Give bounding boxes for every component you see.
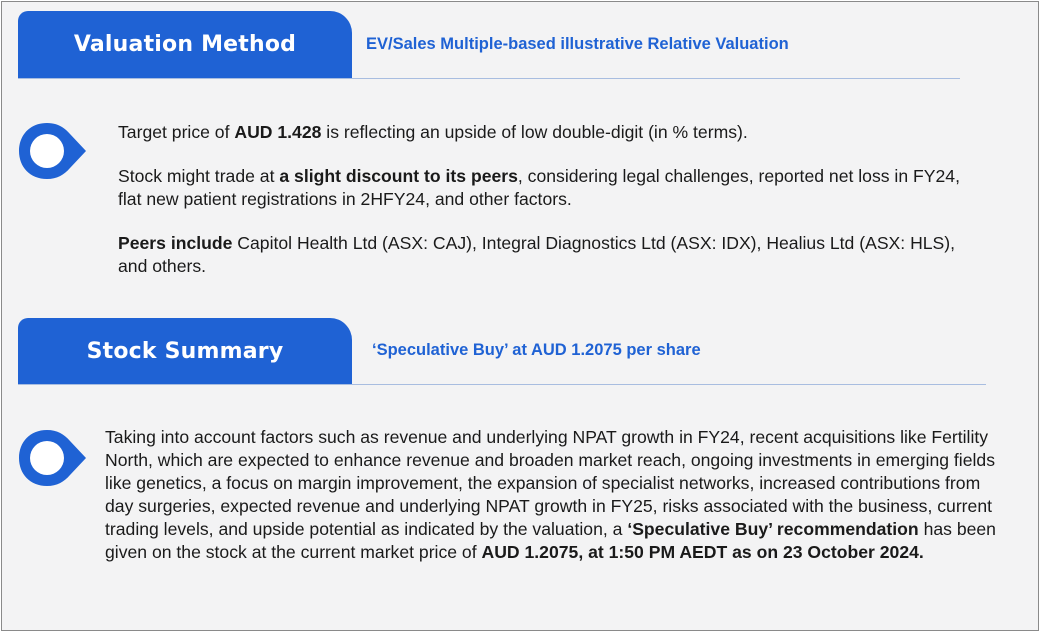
- target-price-paragraph: [118, 121, 988, 144]
- text-run: Capitol Health Ltd (ASX: CAJ), Integral Diagnostics Ltd (ASX: IDX), Healius Ltd (ASX: HLS), and others.: [118, 233, 956, 276]
- summary-text: [105, 426, 1005, 564]
- peers-paragraph: [118, 232, 988, 278]
- text-run: Taking into account factors such as revenue and underlying NPAT growth in FY24, recent acquisitions like Fertility North, which are expected to enhance revenue and broaden market reach, ongoing investments in emerging fields like genetics, a focus on margin improvement, the expansion of specialist networks, increased contributions from day surgeries, expected revenue and underlying NPAT growth in FY25, risks associated with the business, current trading levels, and upside potential as indicated by the valuation, a: [105, 427, 995, 539]
- speech-bubble-pin-icon: [16, 120, 88, 184]
- report-panel: [1, 1, 1039, 631]
- valuation-method-tab: [18, 11, 352, 78]
- text-run: Target price of: [118, 122, 235, 142]
- stock-summary-heading: Stock Summary: [86, 338, 284, 364]
- valuation-divider: [18, 78, 960, 79]
- target-price-value: AUD 1.428: [234, 122, 322, 142]
- text-run: , considering legal challenges, reported net loss in FY24, flat new patient registrations in 2HFY24, and other factors.: [118, 166, 960, 209]
- valuation-text: [118, 121, 988, 278]
- text-run: has been given on the stock at the current market price of: [105, 519, 996, 562]
- discount-paragraph: [118, 165, 988, 211]
- stock-summary-subtitle: ‘Speculative Buy’ at AUD 1.2075 per share: [372, 341, 701, 359]
- discount-emphasis: a slight discount to its peers: [279, 166, 518, 186]
- valuation-method-heading: Valuation Method: [73, 32, 297, 57]
- stock-summary-tab: [18, 318, 352, 384]
- recommendation-paragraph: [105, 426, 1005, 564]
- summary-divider: [18, 384, 986, 385]
- price-time-emphasis: AUD 1.2075, at 1:50 PM AEDT as on 23 October 2024.: [481, 542, 924, 562]
- text-run: Stock might trade at: [118, 166, 280, 186]
- peers-emphasis: Peers include: [118, 233, 233, 253]
- recommendation-emphasis: ‘Speculative Buy’ recommendation: [627, 519, 919, 539]
- text-run: is reflecting an upside of low double-digit (in % terms).: [321, 122, 748, 142]
- speech-bubble-pin-icon: [16, 427, 88, 491]
- valuation-method-subtitle: EV/Sales Multiple-based illustrative Relative Valuation: [366, 35, 789, 53]
